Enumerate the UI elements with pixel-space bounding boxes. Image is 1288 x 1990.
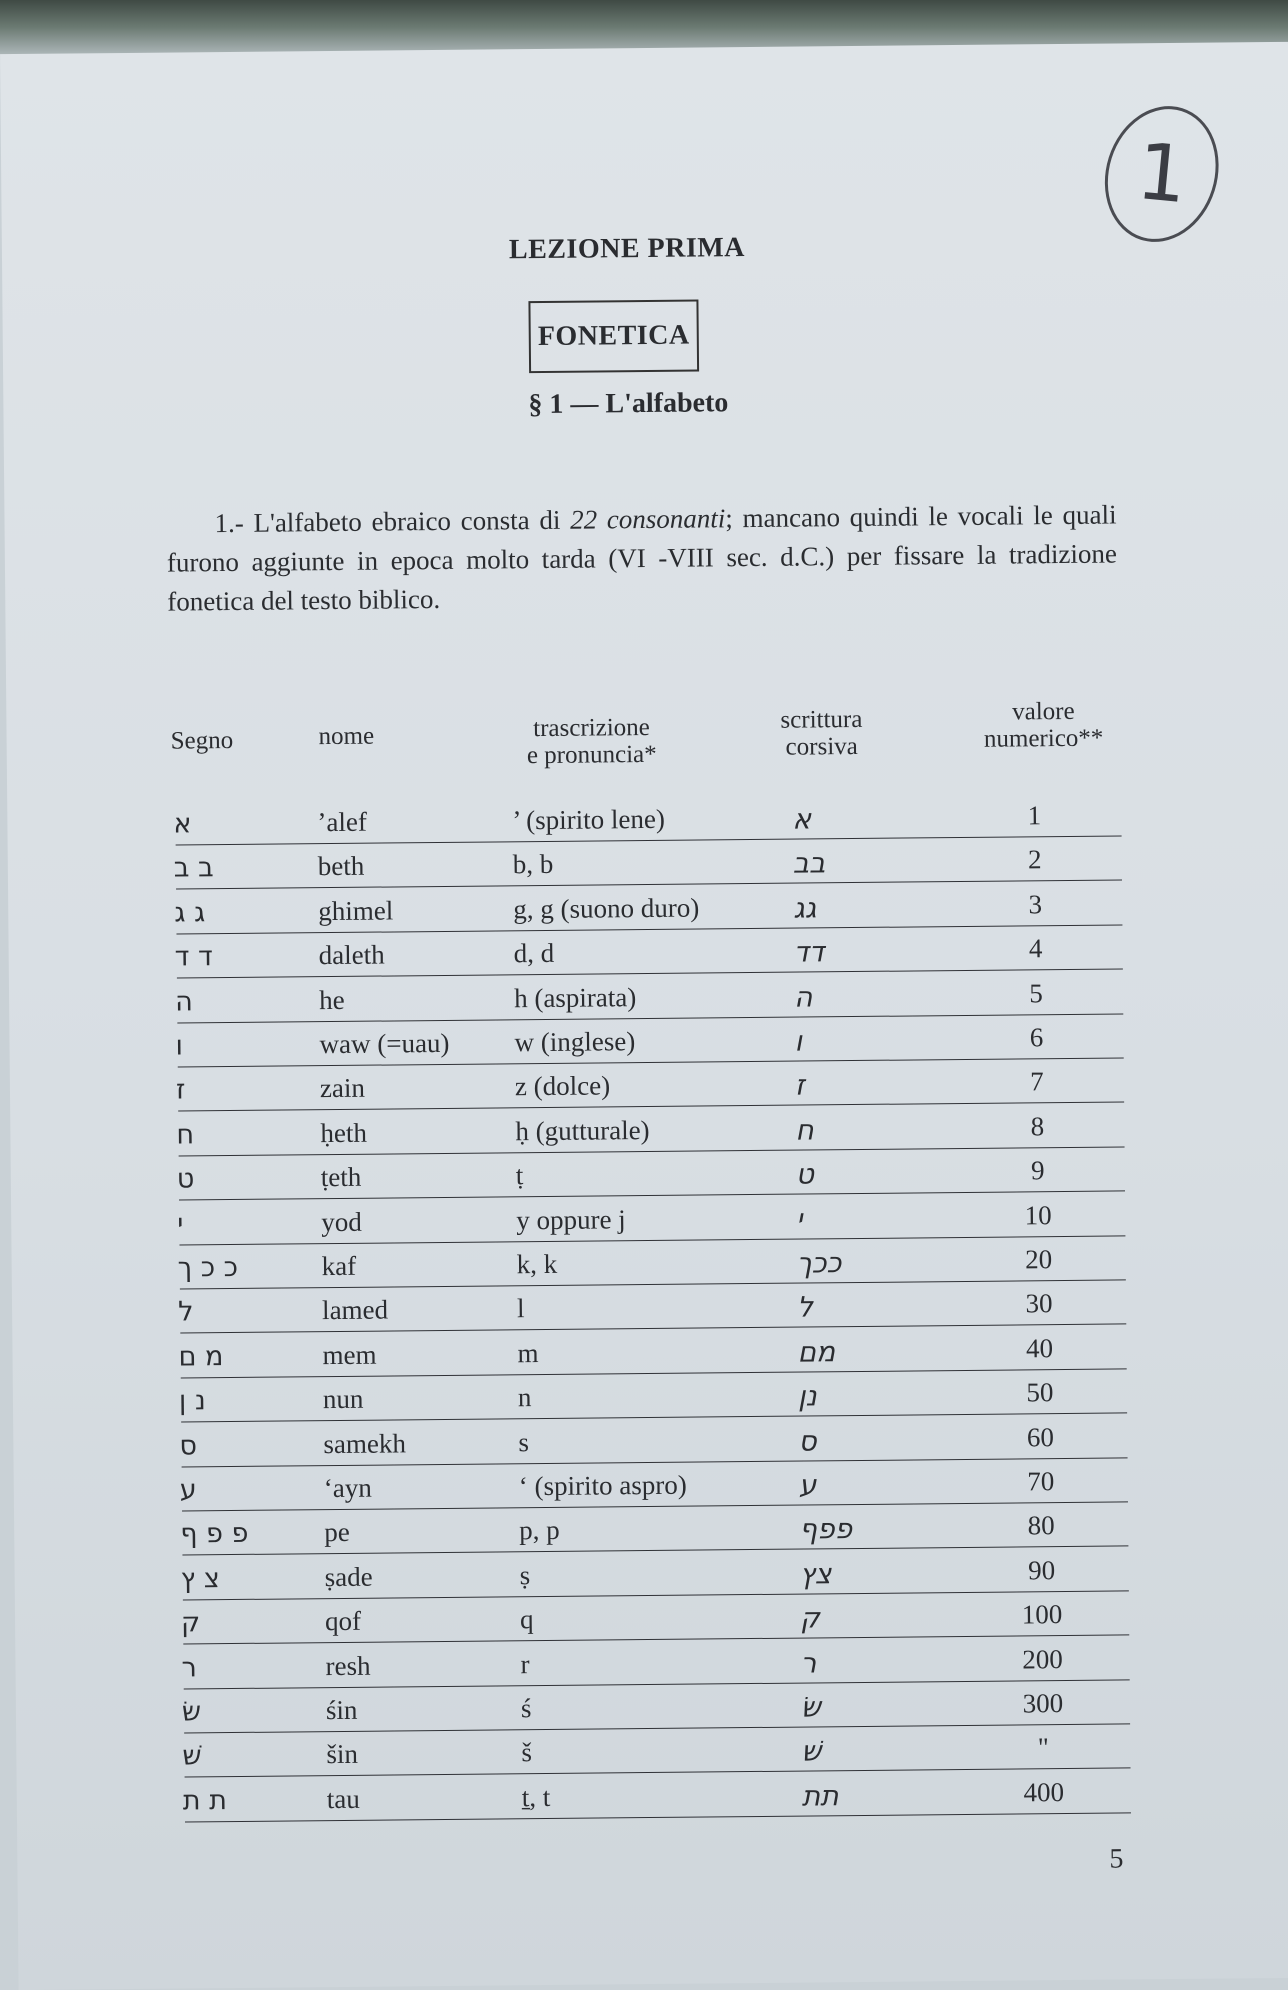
letter-sign: ב ב <box>174 853 214 884</box>
letter-name: daleth <box>319 940 385 972</box>
letter-numeric-value: 7 <box>972 1066 1102 1098</box>
letter-cursive: ע <box>799 1468 817 1501</box>
letter-cursive: שׂ <box>801 1690 821 1723</box>
letter-name: pe <box>324 1517 350 1548</box>
letter-name: lamed <box>322 1295 388 1327</box>
letter-numeric-value: 3 <box>970 888 1100 920</box>
letter-name: waw (=uau) <box>319 1028 449 1060</box>
letter-numeric-value: 400 <box>979 1776 1109 1808</box>
letter-name: yod <box>321 1206 362 1237</box>
header-value-line1: valore <box>968 697 1118 725</box>
letter-cursive: ח <box>795 1113 814 1146</box>
letter-numeric-value: 20 <box>974 1244 1104 1276</box>
letter-name: zain <box>320 1073 365 1104</box>
letter-cursive: ככך <box>797 1246 842 1279</box>
letter-numeric-value: 4 <box>971 933 1101 965</box>
letter-numeric-value: 60 <box>975 1421 1105 1453</box>
letter-cursive: גג <box>793 891 816 924</box>
letter-sign: כ כ ך <box>178 1252 239 1284</box>
letter-name: tau <box>327 1784 360 1815</box>
letter-transcription: ṣ <box>520 1560 531 1591</box>
letter-name: nun <box>323 1384 364 1415</box>
letter-numeric-value: 10 <box>973 1199 1103 1231</box>
letter-name: ghimel <box>318 895 393 927</box>
letter-transcription: ’ (spirito lene) <box>512 804 665 836</box>
letter-name: ṣade <box>325 1561 373 1592</box>
header-value-line2: numerico** <box>969 724 1119 752</box>
letter-name: resh <box>325 1650 370 1681</box>
header-cursive-line1: scrittura <box>766 706 876 734</box>
letter-cursive: ו <box>794 1025 802 1058</box>
letter-numeric-value: 200 <box>977 1643 1107 1675</box>
letter-numeric-value: 100 <box>977 1599 1107 1631</box>
letter-sign: ו <box>175 1030 183 1061</box>
section-heading: § 1 — L'alfabeto <box>3 382 1253 426</box>
letter-sign: א <box>173 808 191 839</box>
letter-cursive: פפף <box>799 1512 852 1546</box>
letter-numeric-value: 90 <box>976 1554 1106 1586</box>
document-page <box>0 42 1288 1990</box>
letter-name: he <box>319 985 345 1016</box>
letter-sign: ר <box>181 1652 197 1683</box>
letter-name: mem <box>322 1339 376 1371</box>
handwritten-number-text: 1 <box>1133 127 1191 221</box>
letter-cursive: מם <box>797 1335 835 1368</box>
letter-transcription: b, b <box>513 849 554 880</box>
letter-cursive: ר <box>800 1646 816 1679</box>
letter-cursive: י <box>796 1202 803 1235</box>
letter-sign: פ פ ף <box>180 1518 248 1550</box>
intro-text-start: 1.- L'alfabeto ebraico consta di <box>214 505 570 538</box>
letter-transcription: ś <box>521 1693 532 1724</box>
header-transcription <box>511 714 672 770</box>
letter-cursive: ז <box>795 1069 805 1102</box>
letter-sign: מ ם <box>178 1341 223 1372</box>
letter-numeric-value: " <box>978 1732 1108 1764</box>
letter-cursive: נן <box>798 1380 817 1413</box>
letter-sign: ה <box>175 986 193 1017</box>
letter-cursive: דד <box>794 935 825 968</box>
letter-name: ṭeth <box>321 1162 362 1193</box>
letter-name: ’alef <box>317 807 367 838</box>
letter-transcription: h (aspirata) <box>514 982 636 1014</box>
letter-sign: ג ג <box>174 897 205 928</box>
letter-transcription: d, d <box>514 938 555 969</box>
letter-cursive: ק <box>800 1602 820 1635</box>
letter-transcription: ṯ, t <box>522 1782 551 1813</box>
boxed-title-text: FONETICA <box>538 320 690 353</box>
letter-name: kaf <box>322 1251 357 1282</box>
letter-transcription: l <box>517 1294 525 1325</box>
letter-transcription: s <box>518 1427 529 1458</box>
letter-sign: שׂ <box>182 1696 201 1727</box>
header-name: nome <box>318 723 374 751</box>
intro-paragraph <box>166 495 1117 621</box>
letter-transcription: š <box>521 1738 532 1769</box>
header-numeric-value <box>968 697 1119 752</box>
letter-transcription: ḥ (gutturale) <box>515 1115 649 1147</box>
letter-sign: ט <box>177 1164 195 1195</box>
letter-numeric-value: 50 <box>975 1377 1105 1409</box>
header-sign: Segno <box>171 727 234 755</box>
letter-transcription: r <box>520 1649 529 1680</box>
letter-sign: ת ת <box>183 1785 227 1816</box>
letter-transcription: y oppure j <box>516 1204 626 1236</box>
intro-text-end: ; mancano quindi le vocali le quali furono aggiunte in epoca molto tarda (VI -VIII sec. d.C.) per fissare la tradizione fonetica del testo biblico. <box>167 499 1117 616</box>
letter-transcription: z (dolce) <box>515 1071 610 1103</box>
letter-numeric-value: 2 <box>970 844 1100 876</box>
letter-sign: ע <box>180 1474 197 1505</box>
letter-sign: ד ד <box>175 941 213 972</box>
letter-transcription: w (inglese) <box>514 1026 635 1058</box>
letter-sign: ס <box>179 1430 197 1461</box>
letter-cursive: תת <box>802 1779 839 1812</box>
letter-numeric-value: 9 <box>973 1155 1103 1187</box>
page-number: 5 <box>1109 1843 1123 1875</box>
letter-sign: ח <box>176 1119 194 1150</box>
letter-cursive: ל <box>797 1291 813 1324</box>
lesson-title: LEZIONE PRIMA <box>2 227 1252 271</box>
letter-sign: ל <box>178 1297 194 1328</box>
boxed-section-title <box>528 299 699 373</box>
letter-transcription: q <box>520 1604 534 1635</box>
intro-emphasis: 22 consonanti <box>570 503 725 534</box>
letter-name: beth <box>318 851 365 882</box>
header-transcription-line2: e pronuncia* <box>512 741 672 770</box>
letter-sign: נ ן <box>179 1385 206 1416</box>
header-cursive <box>766 706 877 761</box>
letter-cursive: ה <box>794 980 813 1013</box>
letter-transcription: m <box>517 1338 538 1369</box>
letter-transcription: n <box>518 1382 532 1413</box>
letter-numeric-value: 300 <box>978 1688 1108 1720</box>
letter-transcription: g, g (suono duro) <box>513 892 699 925</box>
letter-name: ‘ayn <box>324 1473 372 1504</box>
letter-cursive: שׁ <box>801 1735 821 1768</box>
letter-name: samekh <box>323 1428 406 1460</box>
letter-transcription: ṭ <box>516 1160 524 1191</box>
letter-sign: ז <box>176 1075 186 1106</box>
letter-numeric-value: 5 <box>971 977 1101 1009</box>
letter-numeric-value: 70 <box>976 1466 1106 1498</box>
letter-sign: צ ץ <box>181 1563 220 1594</box>
header-transcription-line1: trascrizione <box>511 714 671 743</box>
letter-cursive: א <box>792 802 811 835</box>
letter-numeric-value: 80 <box>976 1510 1106 1542</box>
letter-numeric-value: 1 <box>969 800 1099 832</box>
letter-numeric-value: 8 <box>972 1110 1102 1142</box>
letter-sign: י <box>177 1208 183 1239</box>
letter-name: šin <box>326 1739 358 1770</box>
letter-transcription: k, k <box>517 1249 558 1280</box>
letter-cursive: צץ <box>799 1557 831 1590</box>
letter-name: ḥeth <box>320 1118 367 1149</box>
letter-transcription: ‘ (spirito aspro) <box>519 1470 687 1503</box>
letter-name: śin <box>326 1695 358 1726</box>
letter-transcription: p, p <box>519 1515 560 1546</box>
header-cursive-line2: corsiva <box>767 733 877 761</box>
letter-cursive: ס <box>798 1424 816 1457</box>
letter-name: qof <box>325 1606 361 1637</box>
letter-sign: שׁ <box>182 1741 201 1772</box>
letter-numeric-value: 30 <box>974 1288 1104 1320</box>
letter-numeric-value: 6 <box>971 1022 1101 1054</box>
letter-cursive: ט <box>796 1158 814 1191</box>
letter-numeric-value: 40 <box>974 1332 1104 1364</box>
letter-cursive: בב <box>793 847 826 880</box>
letter-sign: ק <box>181 1608 200 1639</box>
